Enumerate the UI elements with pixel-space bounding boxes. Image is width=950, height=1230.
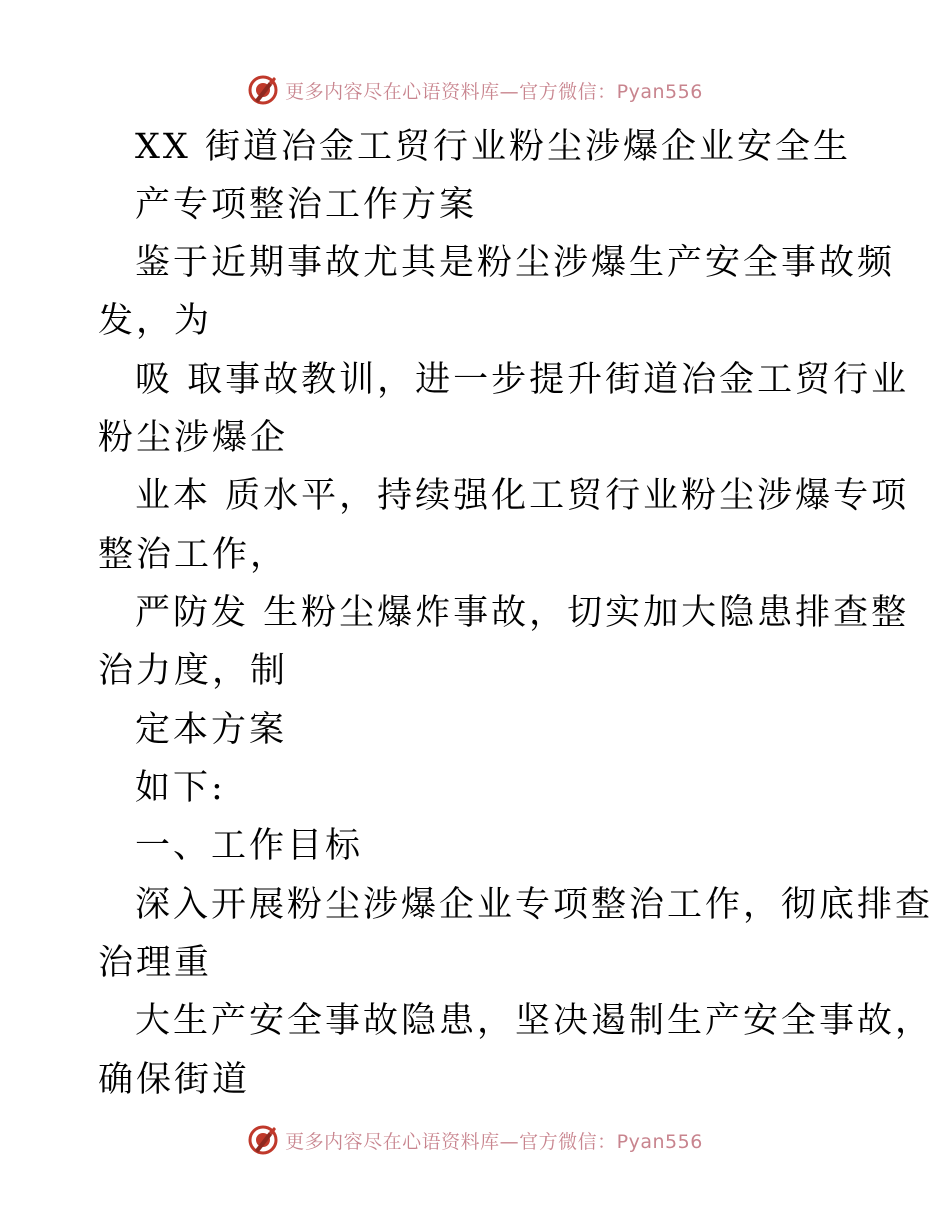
footer-watermark-text: 更多内容尽在心语资料库—官方微信：Pyan556	[285, 1130, 703, 1153]
doc-title-line-2: 产专项整治工作方案	[135, 185, 478, 225]
header-watermark-content	[247, 74, 703, 106]
doc-text-line: 确保街道	[98, 1060, 251, 1100]
doc-text-line: 大生产安全事故隐患，坚决遏制生产安全事故，	[135, 1001, 934, 1041]
doc-text-line: 鉴于近期事故尤其是粉尘涉爆生产安全事故频	[135, 243, 896, 283]
pen-logo-icon	[247, 74, 279, 106]
doc-text-line: 深入开展粉尘涉爆企业专项整治工作，彻底排查	[135, 885, 934, 925]
doc-text-line: 整治工作，	[98, 535, 289, 575]
doc-text-line: 吸 取事故教训，进一步提升街道冶金工贸行业	[135, 360, 910, 400]
doc-text-line: 治理重	[98, 943, 213, 983]
doc-text-line: 治力度，制	[98, 651, 289, 691]
header-watermark-text: 更多内容尽在心语资料库—官方微信：Pyan556	[285, 80, 703, 103]
doc-title-line-1: XX 街道冶金工贸行业粉尘涉爆企业安全生	[135, 127, 851, 167]
doc-text-line: 定本方案	[135, 710, 288, 750]
doc-text-line: 发，为	[98, 301, 213, 341]
footer-watermark-content	[247, 1124, 703, 1156]
doc-text-line: 业本 质水平，持续强化工贸行业粉尘涉爆专项	[135, 476, 910, 516]
doc-text-line: 粉尘涉爆企	[98, 418, 289, 458]
section-heading: 一、工作目标	[135, 826, 364, 866]
header-watermark-banner	[0, 70, 950, 110]
doc-text-line: 严防发 生粉尘爆炸事故，切实加大隐患排查整	[135, 593, 910, 633]
footer-watermark-banner	[0, 1120, 950, 1160]
doc-text-line: 如下:	[135, 768, 226, 808]
pen-logo-icon	[247, 1124, 279, 1156]
